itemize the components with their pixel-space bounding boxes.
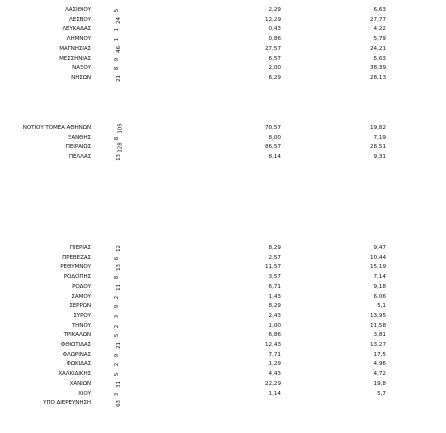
table-row bbox=[0, 143, 446, 152]
rate-value-1: 70,57 bbox=[264, 125, 281, 131]
region-name: ΣΥΡΟΥ bbox=[73, 312, 91, 319]
rate-value-1: 6,57 bbox=[268, 55, 281, 62]
rate-value-2: 15,19 bbox=[369, 264, 386, 271]
region-name: ΣΕΡΡΩΝ bbox=[69, 303, 91, 310]
region-name: ΧΑΝΙΩΝ bbox=[69, 381, 91, 387]
rate-value-2: 24,21 bbox=[369, 45, 386, 52]
rate-value-2: 6,63 bbox=[373, 7, 386, 13]
rate-value-2: 10,44 bbox=[369, 254, 386, 261]
rate-value-1: 6,86 bbox=[268, 332, 281, 339]
case-count: 9 bbox=[114, 353, 121, 357]
rate-value-2: 4,96 bbox=[373, 361, 386, 368]
case-count: 5 bbox=[114, 334, 121, 338]
region-name: ΦΘΙΩΤΙΔΑΣ bbox=[60, 342, 91, 348]
region-name: ΛΑΣΙΘΙΟΥ bbox=[65, 7, 91, 13]
case-count: 1 bbox=[114, 37, 121, 42]
rate-value-1: 2,43 bbox=[268, 312, 281, 319]
case-count: 2 bbox=[114, 363, 121, 367]
table-row bbox=[0, 45, 446, 54]
table-row bbox=[0, 331, 446, 340]
region-name: ΜΑΓΝΗΣΙΑΣ bbox=[59, 45, 91, 52]
region-name: ΡΟΔΟΠΗΣ bbox=[63, 274, 91, 281]
rate-value-1: 1,00 bbox=[268, 322, 281, 329]
case-count: 5 bbox=[114, 372, 121, 377]
rate-value-2: 7,19 bbox=[373, 134, 386, 141]
case-count: 13 bbox=[115, 264, 122, 272]
rate-value-2: 11,58 bbox=[369, 322, 386, 329]
rate-value-2: 28,51 bbox=[369, 144, 386, 151]
table-row bbox=[0, 55, 446, 64]
region-name: ΛΕΣΒΟΥ bbox=[69, 16, 91, 23]
rate-value-1: 1,14 bbox=[268, 390, 281, 397]
rate-value-2: 28,13 bbox=[369, 74, 386, 81]
region-name: ΦΛΩΡΙΝΑΣ bbox=[62, 351, 91, 358]
rate-value-2: 9,31 bbox=[373, 154, 386, 161]
region-name: ΠΕΙΡΑΙΩΣ bbox=[65, 144, 91, 151]
table-row bbox=[0, 254, 446, 263]
region-name: ΥΠΟ ΔΙΕΡΕΥΝΗΣΗ bbox=[43, 400, 91, 407]
case-count: 9 bbox=[114, 57, 121, 61]
case-count: 63 bbox=[115, 400, 122, 408]
case-count: 3 bbox=[114, 392, 121, 396]
table-row bbox=[0, 302, 446, 311]
region-name: ΡΕΘΥΜΝΟΥ bbox=[60, 264, 91, 271]
region-name: ΤΡΙΚΑΛΩΝ bbox=[63, 332, 91, 339]
rate-value-2: 5,1 bbox=[377, 303, 386, 310]
table-row bbox=[0, 263, 446, 272]
region-name: ΛΕΥΚΑΔΑΣ bbox=[62, 26, 91, 33]
rate-value-2: 4,22 bbox=[373, 26, 386, 33]
table-row bbox=[0, 244, 446, 253]
region-name: ΠΙΕΡΙΑΣ bbox=[69, 245, 91, 251]
table-row bbox=[0, 35, 446, 44]
region-name: ΧΑΛΚΙΔΙΚΗΣ bbox=[58, 371, 91, 378]
case-count: 21 bbox=[115, 342, 122, 349]
rate-value-1: 2,29 bbox=[268, 7, 281, 13]
rate-value-1: 6,71 bbox=[268, 283, 281, 290]
rate-value-1: 1,29 bbox=[268, 361, 281, 368]
rate-value-1: 4,43 bbox=[268, 371, 281, 378]
region-name: ΛΗΜΝΟΥ bbox=[66, 36, 91, 43]
rate-value-1: 8,29 bbox=[268, 303, 281, 310]
rate-value-2: 6,06 bbox=[373, 293, 386, 300]
case-count: 24 bbox=[115, 16, 122, 24]
table-row bbox=[0, 360, 446, 369]
rate-value-1: 27,57 bbox=[264, 45, 281, 52]
case-count: 2 bbox=[114, 295, 121, 299]
rate-value-1: 86,57 bbox=[264, 144, 281, 151]
table-row bbox=[0, 283, 446, 292]
rate-value-2: 13,95 bbox=[369, 312, 386, 319]
region-name: ΜΕΣΣΗΝΙΑΣ bbox=[59, 55, 91, 62]
table-row bbox=[0, 16, 446, 25]
case-count: 3 bbox=[114, 314, 121, 319]
region-name: ΤΗΝΟΥ bbox=[71, 322, 91, 329]
rate-value-1: 2,57 bbox=[268, 254, 281, 261]
region-name: ΧΙΟΥ bbox=[78, 390, 91, 397]
rate-value-2: 4,72 bbox=[373, 371, 386, 378]
rate-value-2: 5,79 bbox=[373, 36, 386, 43]
table-row bbox=[0, 273, 446, 282]
case-count: 128 bbox=[117, 142, 124, 154]
rate-value-1: 0,43 bbox=[268, 26, 281, 33]
case-count: 5 bbox=[114, 8, 121, 13]
case-count: 46 bbox=[115, 45, 122, 53]
rate-value-2: 5,63 bbox=[373, 55, 386, 62]
rate-value-2: 3,81 bbox=[373, 332, 386, 339]
case-count: 6 bbox=[114, 256, 121, 260]
rate-value-2: 5,7 bbox=[377, 390, 386, 397]
rate-value-1: 22,29 bbox=[264, 381, 281, 387]
case-count: 9 bbox=[114, 304, 121, 309]
table-row bbox=[0, 6, 446, 15]
rate-value-2: 19,82 bbox=[369, 125, 386, 131]
case-count: 13 bbox=[115, 154, 122, 162]
table-row bbox=[0, 341, 446, 350]
region-name: ΠΡΕΒΕΖΑΣ bbox=[62, 254, 91, 261]
case-count: 8 bbox=[114, 136, 121, 140]
rate-value-1: 0,86 bbox=[268, 36, 281, 43]
rate-value-1: 6,29 bbox=[268, 74, 281, 81]
rate-value-1: 8,29 bbox=[268, 245, 281, 251]
table-row bbox=[0, 25, 446, 34]
rate-value-2: 9,18 bbox=[373, 283, 386, 290]
region-name: ΡΟΔΟΥ bbox=[72, 283, 91, 290]
table-row bbox=[0, 134, 446, 143]
region-name: ΝΟΤΙΟΥ ΤΟΜΕΑ ΑΘΗΝΩΝ bbox=[22, 125, 91, 131]
case-count: 2 bbox=[114, 324, 121, 328]
region-name: ΝΑΞΟΥ bbox=[72, 65, 91, 72]
region-name: ΦΩΚΙΔΑΣ bbox=[66, 361, 91, 368]
rate-value-1: 12,43 bbox=[264, 342, 281, 348]
case-count: 31 bbox=[115, 381, 122, 388]
table-row bbox=[0, 322, 446, 331]
region-name: ΣΑΜΟΥ bbox=[71, 293, 91, 300]
rate-value-2: 13,27 bbox=[369, 342, 386, 348]
case-count: 21 bbox=[115, 74, 122, 82]
rate-value-2: 38,39 bbox=[369, 65, 386, 72]
rate-value-2: 7,14 bbox=[373, 274, 386, 281]
rate-value-1: 12,29 bbox=[264, 16, 281, 23]
rate-value-1: 3,57 bbox=[268, 274, 281, 281]
rate-value-1: 7,71 bbox=[268, 351, 281, 358]
rate-value-2: 17,5 bbox=[373, 351, 386, 358]
table-row bbox=[0, 64, 446, 73]
rate-value-1: 1,43 bbox=[268, 293, 281, 300]
rate-value-2: 9,47 bbox=[373, 245, 386, 251]
case-count: 8 bbox=[114, 275, 121, 280]
rate-value-1: 2,00 bbox=[268, 65, 281, 72]
table-row bbox=[0, 293, 446, 302]
rate-value-1: 8,14 bbox=[268, 154, 281, 161]
table-row bbox=[0, 390, 446, 399]
table-row bbox=[0, 153, 446, 162]
region-name: ΠΕΛΛΑΣ bbox=[68, 154, 91, 161]
rate-value-2: 19,8 bbox=[373, 381, 386, 387]
rate-value-1: 11,57 bbox=[264, 264, 281, 271]
case-count: 1 bbox=[114, 28, 121, 32]
case-count: 8 bbox=[114, 66, 121, 71]
region-name: ΝΗΣΩΝ bbox=[71, 74, 91, 81]
table-row bbox=[0, 312, 446, 321]
table-row bbox=[0, 74, 446, 83]
table-row bbox=[0, 370, 446, 379]
case-count: 105 bbox=[117, 123, 124, 134]
case-count: 11 bbox=[115, 283, 122, 291]
table-row bbox=[0, 124, 446, 133]
rate-value-1: 8,00 bbox=[268, 134, 281, 141]
table-row bbox=[0, 399, 446, 408]
rate-value-2: 27,77 bbox=[369, 16, 386, 23]
table-row bbox=[0, 380, 446, 389]
region-name: ΞΑΝΘΗΣ bbox=[67, 134, 91, 141]
case-count: 12 bbox=[115, 245, 122, 252]
table-row bbox=[0, 351, 446, 360]
